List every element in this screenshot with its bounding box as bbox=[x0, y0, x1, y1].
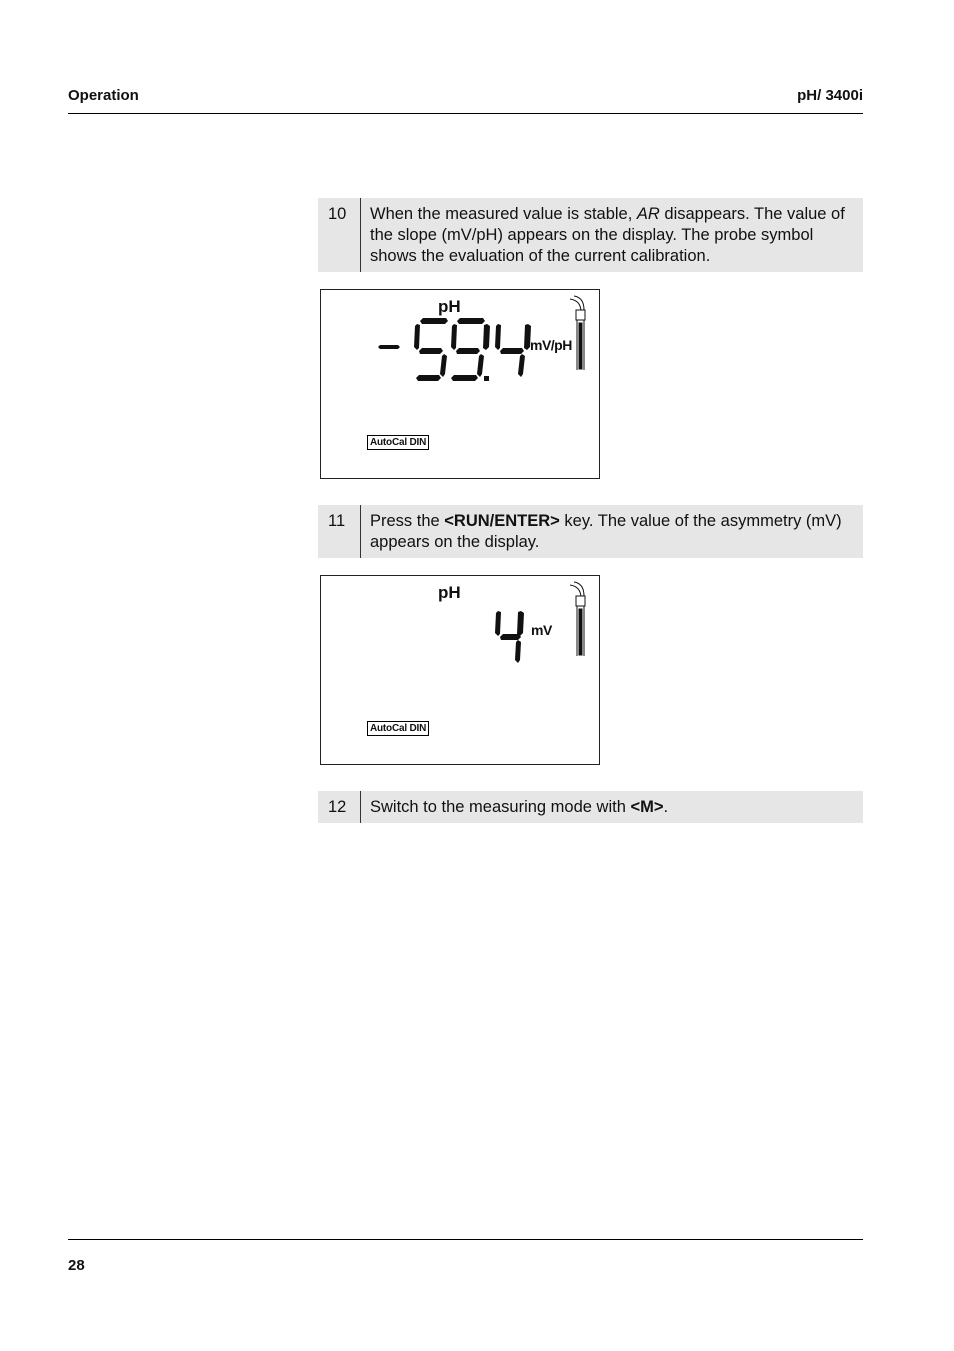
mode-label: pH bbox=[438, 297, 461, 316]
lcd-digits bbox=[321, 290, 599, 478]
lcd-display-asymmetry bbox=[320, 575, 600, 765]
probe-icon bbox=[570, 296, 585, 370]
lcd-digits bbox=[321, 576, 599, 764]
header-rule bbox=[68, 113, 863, 114]
step-number: 11 bbox=[318, 505, 361, 558]
step-text: Switch to the measuring mode with <M>. bbox=[370, 798, 669, 816]
step-number: 10 bbox=[318, 198, 361, 272]
mode-label: pH bbox=[438, 583, 461, 602]
step-12 bbox=[318, 791, 863, 823]
probe-icon bbox=[570, 582, 585, 656]
unit-label: mV/pH bbox=[530, 337, 572, 353]
autocal-badge: AutoCal DIN bbox=[367, 721, 429, 736]
lcd-display-slope bbox=[320, 289, 600, 479]
page-number: 28 bbox=[68, 1257, 85, 1274]
autocal-badge: AutoCal DIN bbox=[367, 435, 429, 450]
step-number: 12 bbox=[318, 791, 361, 823]
footer-rule bbox=[68, 1239, 863, 1240]
lcd-reading-digits bbox=[495, 611, 524, 663]
step-10 bbox=[318, 198, 863, 272]
step-11 bbox=[318, 505, 863, 558]
header-model: pH/ 3400i bbox=[797, 87, 863, 104]
step-text: When the measured value is stable, AR disappears. The value of the slope (mV/pH) appears on the display. The probe symbol shows the evaluation of the current calibration. bbox=[370, 205, 845, 265]
header-section: Operation bbox=[68, 87, 139, 104]
lcd-reading-digits bbox=[378, 318, 531, 381]
unit-label: mV bbox=[531, 622, 552, 638]
step-text: Press the <RUN/ENTER> key. The value of the asymmetry (mV) appears on the display. bbox=[370, 512, 842, 551]
